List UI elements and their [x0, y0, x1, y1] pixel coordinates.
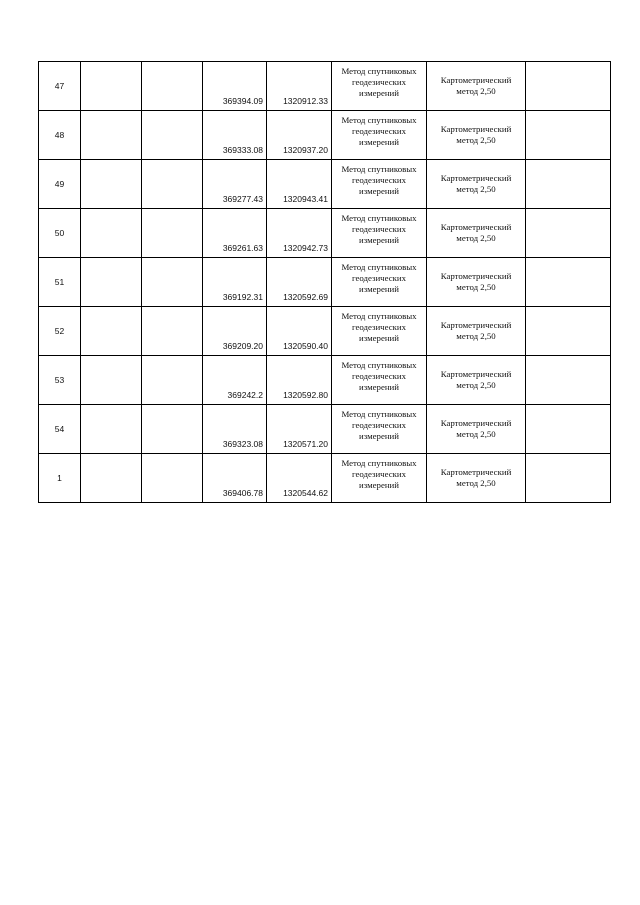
empty-cell [142, 307, 203, 356]
empty-cell [526, 111, 611, 160]
empty-cell [142, 454, 203, 503]
table-row [39, 111, 611, 160]
point-number-cell: 52 [39, 307, 81, 356]
accuracy-cell: Картометрический метод 2,50 [427, 454, 526, 503]
empty-cell [81, 356, 142, 405]
empty-cell [142, 62, 203, 111]
x-coordinate-cell: 369242.2 [203, 356, 267, 405]
accuracy-cell: Картометрический метод 2,50 [427, 160, 526, 209]
point-number-cell: 48 [39, 111, 81, 160]
table-row [39, 356, 611, 405]
x-coordinate-cell: 369192.31 [203, 258, 267, 307]
y-coordinate-cell: 1320590.40 [267, 307, 332, 356]
empty-cell [81, 111, 142, 160]
point-number-cell: 47 [39, 62, 81, 111]
empty-cell [142, 405, 203, 454]
table-row [39, 209, 611, 258]
method-cell: Метод спутниковых геодезических измерений [332, 405, 427, 454]
x-coordinate-cell: 369333.08 [203, 111, 267, 160]
method-cell: Метод спутниковых геодезических измерений [332, 356, 427, 405]
empty-cell [142, 209, 203, 258]
empty-cell [81, 405, 142, 454]
method-cell: Метод спутниковых геодезических измерений [332, 307, 427, 356]
empty-cell [81, 307, 142, 356]
x-coordinate-cell: 369209.20 [203, 307, 267, 356]
accuracy-cell: Картометрический метод 2,50 [427, 307, 526, 356]
empty-cell [81, 209, 142, 258]
y-coordinate-cell: 1320912.33 [267, 62, 332, 111]
empty-cell [526, 62, 611, 111]
x-coordinate-cell: 369261.63 [203, 209, 267, 258]
empty-cell [526, 307, 611, 356]
table-row [39, 454, 611, 503]
empty-cell [142, 160, 203, 209]
empty-cell [526, 454, 611, 503]
table-row [39, 160, 611, 209]
x-coordinate-cell: 369323.08 [203, 405, 267, 454]
x-coordinate-cell: 369406.78 [203, 454, 267, 503]
accuracy-cell: Картометрический метод 2,50 [427, 405, 526, 454]
empty-cell [142, 111, 203, 160]
method-cell: Метод спутниковых геодезических измерений [332, 258, 427, 307]
accuracy-cell: Картометрический метод 2,50 [427, 356, 526, 405]
y-coordinate-cell: 1320544.62 [267, 454, 332, 503]
coordinates-table [38, 61, 611, 503]
empty-cell [526, 258, 611, 307]
table-row [39, 307, 611, 356]
y-coordinate-cell: 1320943.41 [267, 160, 332, 209]
point-number-cell: 51 [39, 258, 81, 307]
y-coordinate-cell: 1320571.20 [267, 405, 332, 454]
point-number-cell: 1 [39, 454, 81, 503]
empty-cell [526, 209, 611, 258]
method-cell: Метод спутниковых геодезических измерений [332, 160, 427, 209]
table-row [39, 405, 611, 454]
empty-cell [81, 454, 142, 503]
accuracy-cell: Картометрический метод 2,50 [427, 62, 526, 111]
accuracy-cell: Картометрический метод 2,50 [427, 209, 526, 258]
method-cell: Метод спутниковых геодезических измерений [332, 111, 427, 160]
point-number-cell: 49 [39, 160, 81, 209]
empty-cell [526, 160, 611, 209]
x-coordinate-cell: 369394.09 [203, 62, 267, 111]
y-coordinate-cell: 1320937.20 [267, 111, 332, 160]
table-row [39, 62, 611, 111]
accuracy-cell: Картометрический метод 2,50 [427, 111, 526, 160]
empty-cell [142, 258, 203, 307]
point-number-cell: 54 [39, 405, 81, 454]
y-coordinate-cell: 1320592.69 [267, 258, 332, 307]
empty-cell [142, 356, 203, 405]
accuracy-cell: Картометрический метод 2,50 [427, 258, 526, 307]
empty-cell [81, 160, 142, 209]
empty-cell [81, 258, 142, 307]
empty-cell [526, 405, 611, 454]
empty-cell [526, 356, 611, 405]
y-coordinate-cell: 1320592.80 [267, 356, 332, 405]
x-coordinate-cell: 369277.43 [203, 160, 267, 209]
method-cell: Метод спутниковых геодезических измерений [332, 62, 427, 111]
point-number-cell: 50 [39, 209, 81, 258]
y-coordinate-cell: 1320942.73 [267, 209, 332, 258]
empty-cell [81, 62, 142, 111]
point-number-cell: 53 [39, 356, 81, 405]
table-body [39, 62, 611, 503]
table-row [39, 258, 611, 307]
method-cell: Метод спутниковых геодезических измерений [332, 454, 427, 503]
method-cell: Метод спутниковых геодезических измерений [332, 209, 427, 258]
